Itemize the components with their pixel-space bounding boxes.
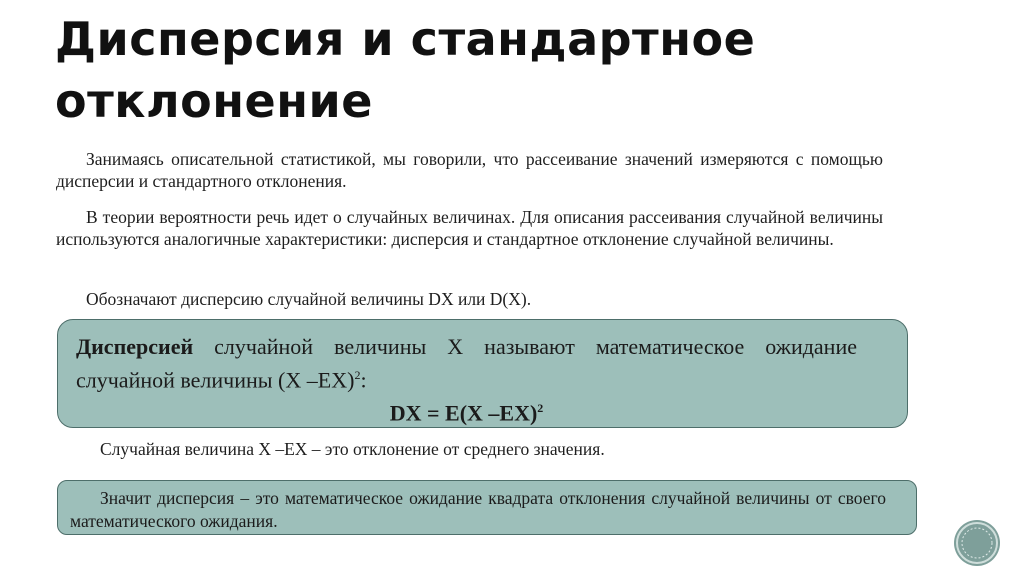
formula-main: DX = E(X –EX) — [389, 400, 538, 426]
definition-body: случайной величины X называют математическое ожидание случайной величины (X –EX) — [76, 334, 857, 393]
navigation-circle-svg — [958, 524, 996, 562]
paragraph-probability-theory: В теории вероятности речь идет о случайных величинах. Для описания рассеивания случайной величины используются аналогичные характеристики: дисперсия и стандартное отклонение случайной величины. — [56, 207, 883, 249]
definition-text — [76, 332, 857, 394]
definition-tail: : — [360, 367, 367, 393]
formula-superscript: 2 — [537, 401, 544, 416]
conclusion-box — [57, 480, 917, 535]
conclusion-text: Значит дисперсия – это математическое ожидание квадрата отклонения случайной величины от своего математического ожидания. — [70, 488, 886, 531]
definition-term: Дисперсией — [76, 334, 194, 359]
navigation-circle-icon[interactable] — [956, 522, 998, 564]
paragraph-descriptive-statistics: Занимаясь описательной статистикой, мы говорили, что рассеивание значений измеряются с помощью дисперсии и стандартного отклонения. — [56, 149, 883, 191]
paragraph-deviation: Случайная величина X –EX – это отклонение от среднего значения. — [100, 439, 605, 459]
definition-superscript: 2 — [354, 368, 361, 382]
paragraph-notation: Обозначают дисперсию случайной величины DX или D(X). — [86, 289, 532, 309]
definition-box — [57, 319, 908, 428]
slide-title: Дисперсия и стандартное отклонение — [55, 12, 756, 128]
variance-formula — [76, 394, 857, 427]
